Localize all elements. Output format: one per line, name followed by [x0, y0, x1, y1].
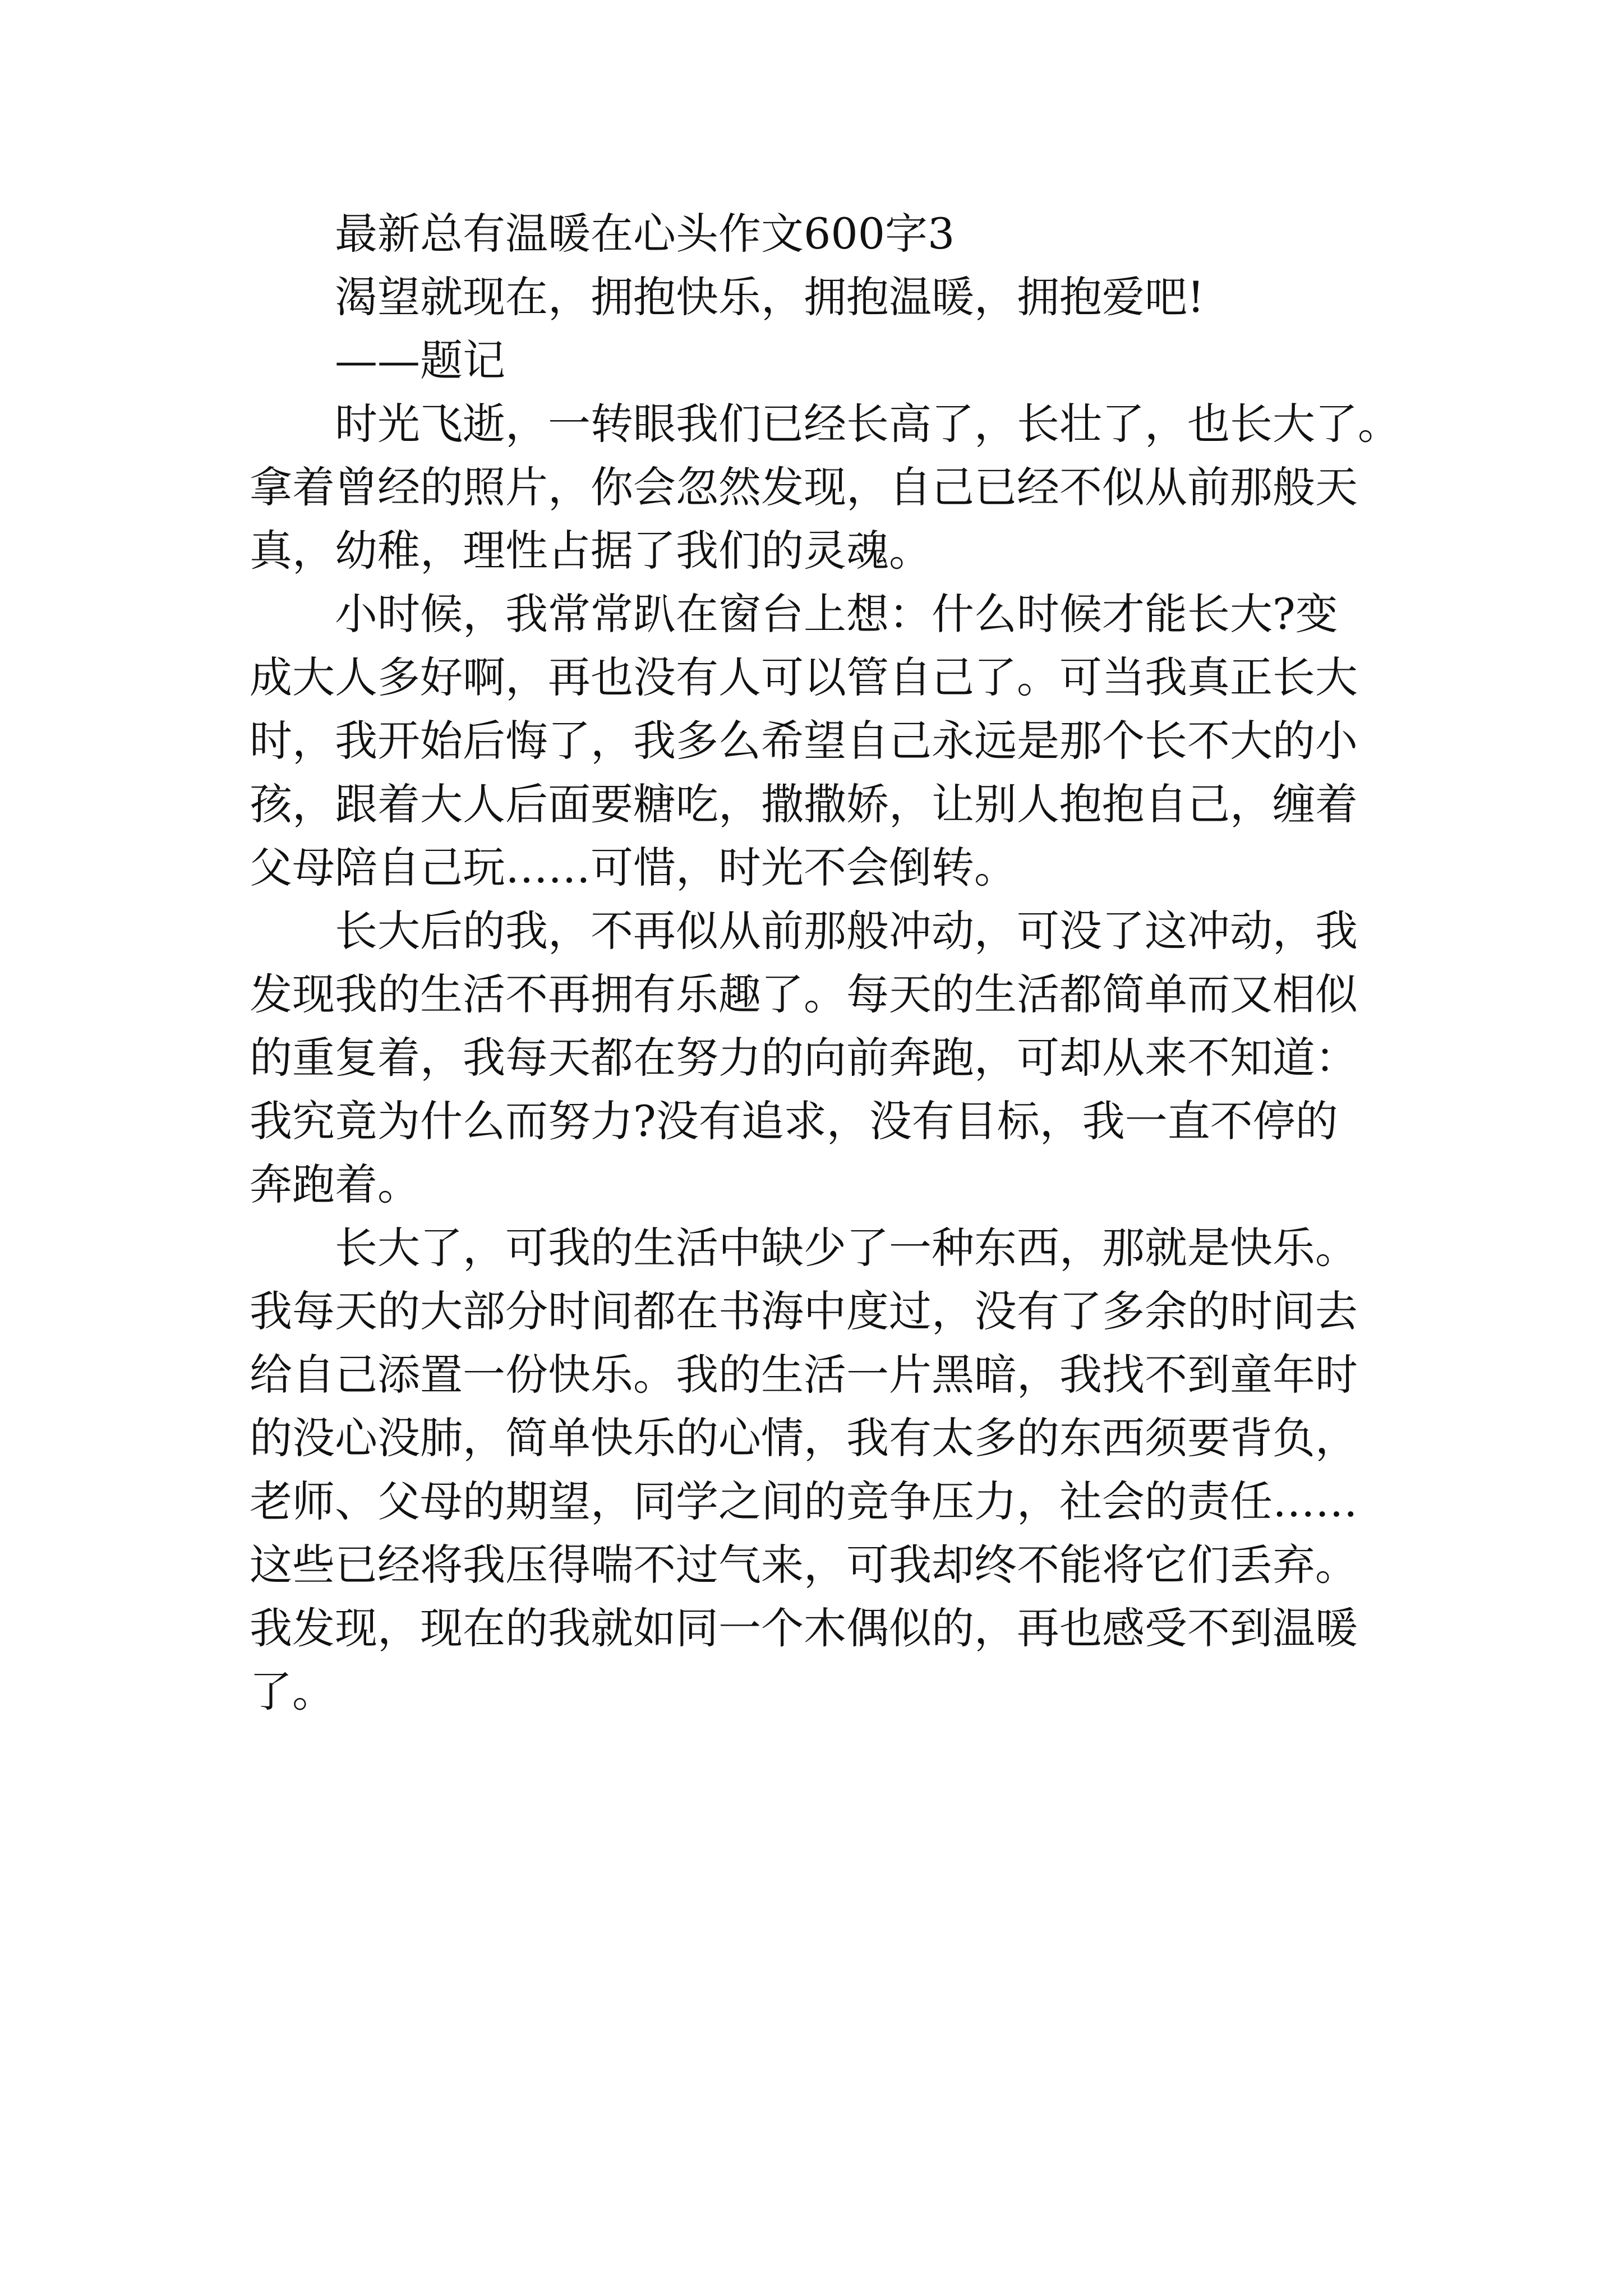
paragraph-line: 我究竟为什么而努力?没有追求，没有目标，我一直不停的: [250, 1096, 1338, 1146]
paragraph-line: 的重复着，我每天都在努力的向前奔跑，可却从来不知道：: [250, 1033, 1358, 1083]
paragraph-line: 我每天的大部分时间都在书海中度过，没有了多余的时间去: [250, 1286, 1358, 1336]
paragraph-line: 老师、父母的期望，同学之间的竞争压力，社会的责任……: [250, 1476, 1358, 1526]
paragraph-line: 长大后的我，不再似从前那般冲动，可没了这冲动，我: [335, 906, 1358, 956]
paragraph-2: [250, 582, 1405, 899]
epigraph-note: ——题记: [335, 335, 505, 385]
paragraph-line: 这些已经将我压得喘不过气来，可我却终不能将它们丢弃。: [250, 1540, 1358, 1590]
paragraph-line: 成大人多好啊，再也没有人可以管自己了。可当我真正长大: [250, 652, 1358, 702]
paragraph-line: 时，我开始后悔了，我多么希望自己永远是那个长不大的小: [250, 716, 1358, 766]
document-title: 最新总有温暖在心头作文600字3: [335, 209, 955, 259]
paragraph-line: 孩，跟着大人后面要糖吃，撒撒娇，让别人抱抱自己，缠着: [250, 779, 1358, 829]
paragraph-line: 时光飞逝，一转眼我们已经长高了，长壮了，也长大了。: [335, 399, 1400, 449]
paragraph-line: 真，幼稚，理性占据了我们的灵魂。: [250, 526, 932, 576]
paragraph-line: 了。: [250, 1667, 335, 1717]
paragraph-line: 发现我的生活不再拥有乐趣了。每天的生活都简单而又相似: [250, 969, 1358, 1019]
paragraph-line: 长大了，可我的生活中缺少了一种东西，那就是快乐。: [335, 1223, 1358, 1273]
document-page: [250, 202, 1405, 1723]
paragraph-3: [250, 899, 1405, 1216]
paragraph-4: [250, 1216, 1405, 1723]
paragraph-line: 的没心没肺，简单快乐的心情，我有太多的东西须要背负，: [250, 1413, 1358, 1463]
paragraph-line: 我发现，现在的我就如同一个木偶似的，再也感受不到温暖: [250, 1603, 1358, 1653]
paragraph-1: [250, 392, 1405, 582]
paragraph-line: 父母陪自己玩……可惜，时光不会倒转。: [250, 843, 1017, 892]
paragraph-line: 小时候，我常常趴在窗台上想：什么时候才能长大?变: [335, 589, 1338, 639]
paragraph-line: 给自己添置一份快乐。我的生活一片黑暗，我找不到童年时: [250, 1350, 1358, 1400]
paragraph-line: 奔跑着。: [250, 1159, 420, 1209]
epigraph: 渴望就现在，拥抱快乐，拥抱温暖，拥抱爱吧!: [335, 272, 1205, 322]
paragraph-line: 拿着曾经的照片，你会忽然发现，自己已经不似从前那般天: [250, 462, 1358, 512]
